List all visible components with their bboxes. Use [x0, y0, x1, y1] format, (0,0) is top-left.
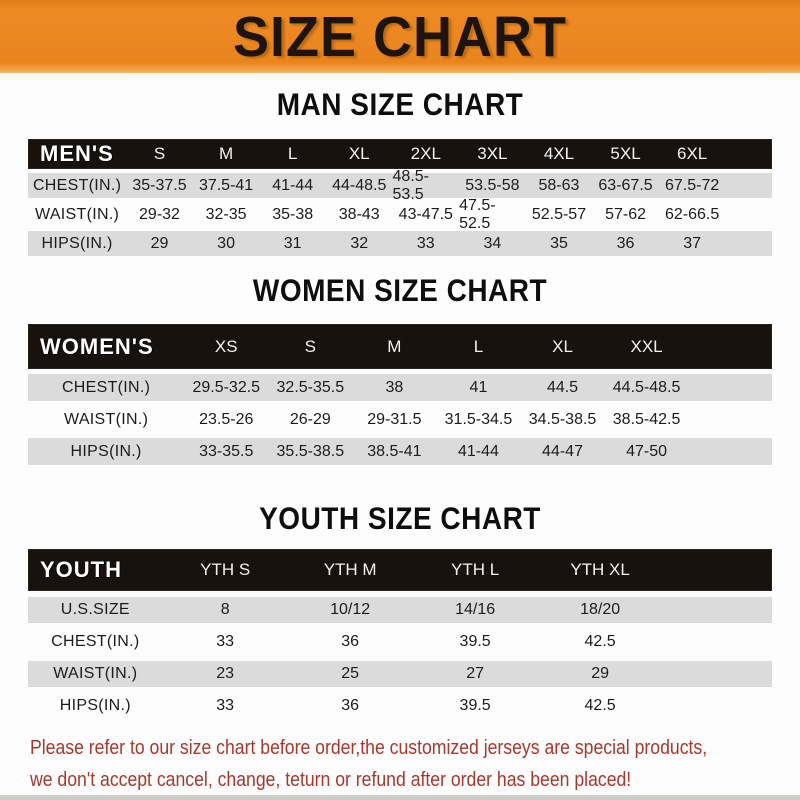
- size-column-header: YTH M: [323, 560, 377, 579]
- size-cell: 14/16: [455, 601, 496, 618]
- size-cell: 52.5-57: [531, 205, 587, 223]
- size-cell: 10/12: [330, 601, 371, 618]
- footer-line-1: Please refer to our size chart before order,the customized jerseys are special products,: [30, 736, 708, 759]
- women-waist-row: [28, 406, 772, 433]
- row-label: HIPS(IN.): [41, 234, 113, 252]
- men-hips-row: [28, 231, 772, 256]
- size-column-header: S: [153, 144, 166, 163]
- men-table-header-row: [28, 139, 772, 169]
- banner: [0, 0, 800, 73]
- row-label: HIPS(IN.): [70, 442, 142, 460]
- size-cell: 39.5: [459, 633, 491, 650]
- women-table-title: WOMEN'S: [40, 333, 154, 359]
- size-cell: 18/20: [580, 601, 621, 618]
- size-cell: 41-44: [457, 442, 499, 460]
- size-cell: 29-31.5: [367, 410, 422, 428]
- size-cell: 38: [385, 378, 404, 396]
- size-cell: 31: [283, 234, 302, 252]
- size-column-header: YTH XL: [570, 560, 630, 579]
- size-cell: 23.5-26: [199, 410, 254, 428]
- footer-note: [0, 732, 800, 796]
- row-label: CHEST(IN.): [32, 176, 122, 194]
- youth-size-table: [28, 549, 772, 719]
- youth-chest-row: [28, 629, 772, 655]
- size-cell: 30: [217, 234, 235, 252]
- size-cell: 62-66.5: [664, 205, 720, 223]
- size-cell: 44.5: [546, 378, 579, 396]
- size-cell: 33: [216, 697, 235, 714]
- size-column-header: M: [387, 336, 402, 356]
- size-cell: 36: [341, 633, 360, 650]
- men-waist-row: [28, 196, 772, 232]
- size-cell: 41: [469, 378, 488, 396]
- row-label: WAIST(IN.): [53, 665, 138, 682]
- size-column-header: S: [304, 336, 316, 356]
- size-cell: 36: [341, 697, 360, 714]
- size-cell: 29.5-32.5: [192, 378, 261, 396]
- row-label: WAIST(IN.): [64, 410, 149, 428]
- size-cell: 42.5: [584, 697, 616, 714]
- footer-line-2: we don't accept cancel, change, teturn or refund after order has been placed!: [30, 768, 632, 791]
- youth-section-heading: YOUTH SIZE CHART: [259, 501, 541, 536]
- banner-title: SIZE CHART: [233, 5, 567, 69]
- size-column-header: 5XL: [610, 144, 641, 163]
- size-column-header: XS: [214, 336, 238, 356]
- size-cell: 25: [341, 665, 360, 682]
- men-table-title: MEN'S: [40, 141, 114, 166]
- size-cell: 53.5-58: [465, 176, 520, 194]
- youth-table-title: YOUTH: [40, 557, 122, 582]
- women-table-header-row: [28, 324, 772, 369]
- women-size-table: [28, 324, 772, 465]
- size-cell: 48.5-53.5: [392, 167, 429, 203]
- size-cell: 38-43: [338, 205, 380, 223]
- size-cell: 38.5-41: [367, 442, 422, 460]
- size-cell: 57-62: [605, 205, 646, 223]
- size-cell: 63-67.5: [598, 176, 653, 194]
- size-cell: 43-47.5: [398, 205, 453, 223]
- size-cell: 29: [591, 665, 609, 682]
- men-chest-row: [28, 167, 772, 203]
- youth-table-header-row: [28, 549, 772, 591]
- size-column-header: YTH L: [451, 560, 500, 579]
- size-cell: 35-37.5: [132, 176, 187, 194]
- size-cell: 47.5-52.5: [459, 196, 496, 232]
- size-column-header: YTH S: [200, 560, 251, 579]
- youth-ussize-row: [28, 597, 772, 623]
- size-column-header: L: [473, 336, 484, 356]
- size-cell: 37: [683, 234, 702, 252]
- size-cell: 38.5-42.5: [612, 410, 681, 428]
- size-cell: 33-35.5: [199, 442, 254, 460]
- men-section-heading: MAN SIZE CHART: [276, 87, 524, 122]
- row-label: HIPS(IN.): [59, 697, 131, 714]
- size-column-header: 6XL: [676, 144, 708, 163]
- size-cell: 29: [150, 234, 169, 252]
- size-column-header: XXL: [630, 336, 663, 356]
- row-label: WAIST(IN.): [35, 205, 120, 223]
- size-cell: 36: [616, 234, 635, 252]
- size-column-header: M: [218, 144, 234, 163]
- size-cell: 32-35: [205, 205, 247, 223]
- size-cell: 31.5-34.5: [444, 410, 513, 428]
- size-column-header: 4XL: [543, 144, 575, 163]
- size-cell: 44-48.5: [332, 176, 387, 194]
- youth-waist-row: [28, 661, 772, 687]
- size-cell: 23: [216, 665, 235, 682]
- row-label: CHEST(IN.): [51, 633, 140, 650]
- size-cell: 34.5-38.5: [528, 410, 597, 428]
- size-column-header: L: [287, 144, 298, 163]
- size-cell: 32: [350, 234, 369, 252]
- size-cell: 39.5: [459, 697, 491, 714]
- size-cell: 32.5-35.5: [276, 378, 345, 396]
- size-cell: 44.5-48.5: [612, 378, 681, 396]
- women-section-heading: WOMEN SIZE CHART: [252, 273, 548, 308]
- size-cell: 34: [483, 234, 502, 252]
- row-label: U.S.SIZE: [60, 601, 130, 618]
- size-cell: 26-29: [289, 410, 331, 428]
- size-column-header: 2XL: [410, 144, 441, 163]
- size-cell: 29-32: [139, 205, 180, 223]
- size-cell: 41-44: [272, 176, 314, 194]
- size-column-header: 3XL: [477, 144, 508, 163]
- size-cell: 58-63: [538, 176, 580, 194]
- size-column-header: XL: [552, 336, 573, 356]
- women-hips-row: [28, 438, 772, 465]
- size-cell: 35.5-38.5: [276, 442, 345, 460]
- size-cell: 8: [220, 601, 230, 618]
- size-cell: 67.5-72: [664, 176, 720, 194]
- size-cell: 35: [550, 234, 568, 252]
- size-cell: 27: [466, 665, 485, 682]
- size-cell: 33: [216, 633, 235, 650]
- men-size-table: [28, 139, 772, 256]
- size-column-header: XL: [348, 144, 370, 163]
- row-label: CHEST(IN.): [61, 378, 151, 396]
- women-chest-row: [28, 374, 772, 401]
- size-cell: 37.5-41: [198, 176, 254, 194]
- size-cell: 47-50: [626, 442, 668, 460]
- size-cell: 35-38: [272, 205, 314, 223]
- youth-hips-row: [28, 693, 772, 719]
- bottom-edge-strip: [0, 795, 800, 800]
- size-cell: 44-47: [542, 442, 583, 460]
- size-cell: 33: [416, 234, 435, 252]
- size-cell: 42.5: [584, 633, 616, 650]
